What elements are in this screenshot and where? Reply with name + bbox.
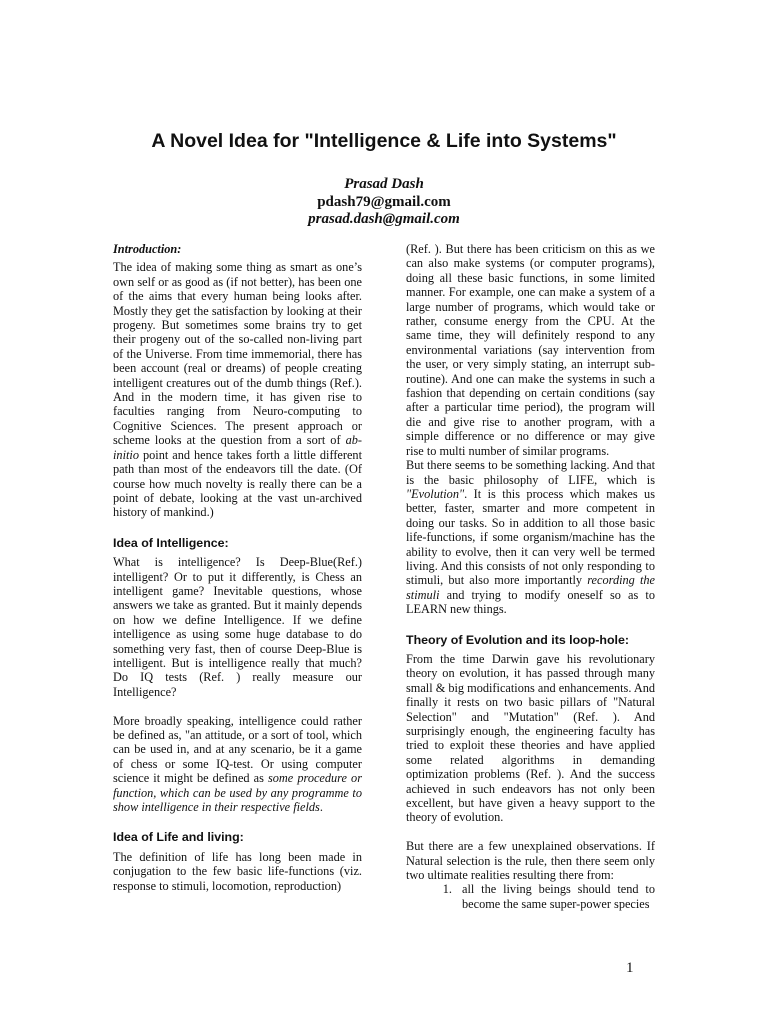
list-item-number: 1. (442, 882, 452, 897)
paper-title: A Novel Idea for "Intelligence & Life into Systems" (151, 130, 617, 152)
evolution-paragraph-1: From the time Darwin gave his revolutionary theory on evolution, it has passed through many small & big modifications and enhancements. And finally it rests on two basic pillars of "Natural Selection" and "Mutation" (Ref. ). And surprisingly enough, the engineering faculty has tried to exploit these theories and have applied some related algorithms in demanding optimization problems (Ref. ). And the success achieved in such endeavors has not only been excellent, but have given a heavy support to the theory of evolution. (406, 651, 655, 825)
life-paragraph-1-continued: (Ref. ). But there has been criticism on this as we can also make systems (or computer programs), doing all these basic functions, in some limited manner. For example, one can make a system of a large number of programs, which would take or rather, consume energy from the CPU. At the same time, they will definitely respond to any environmental variations (say intervention from the user, or very simply stating, an interrupt sub-routine). And one can make the systems in such a fashion that depending on certain conditions (say after a particular time period), the program will die and give rise to another program, with a simple difference or no difference or may give rise to multi number of similar programs. (406, 242, 655, 458)
list-item-text: all the living beings should tend to become the same super-power species (462, 882, 655, 911)
introduction-paragraph: The idea of making some thing as smart as one’s own self or as good as (if not better), has been one of the aims that every human being looks after. Mostly they get the satisfaction by looking at their progeny. But sometimes some brains try to get their progeny out of the so-called non-living part of the Universe. From time immemorial, there has been account (real or dreams) of people creating intelligent creatures out of the dumb things (Ref.). And in the modern time, it has given rise to faculties ranging from Neuro-computing to Cognitive Sciences. The present approach or scheme looks at the question from a sort of ab-initio point and hence takes forth a little different path than most of the endeavors till the date. (Of course how much novelty is really there can be a point of debate, looking at the vast un-archived history of mankind.) (113, 260, 362, 520)
life-paragraph-1: The definition of life has long been made in conjugation to the few basic life-functions (viz. response to stimuli, locomotion, reproduction) (113, 849, 362, 893)
author-email-secondary: prasad.dash@gmail.com (308, 211, 460, 227)
evolution-heading: Theory of Evolution and its loop-hole: (406, 632, 630, 647)
left-column (113, 242, 362, 893)
author-name: Prasad Dash (344, 176, 424, 192)
intelligence-heading: Idea of Intelligence: (113, 535, 229, 550)
introduction-heading: Introduction: (113, 242, 182, 256)
evolution-paragraph-2: But there are a few unexplained observations. If Natural selection is the rule, then there seem only two ultimate realities resulting there from: (406, 839, 655, 883)
page-number: 1 (626, 960, 634, 976)
realities-list (406, 882, 655, 911)
life-paragraph-2: But there seems to be something lacking. And that is the basic philosophy of LIFE, which is "Evolution". It is this process which makes us better, faster, smarter and more competent in doing our tasks. So in addition to all those basic life-functions, if some organism/machine has the ability to evolve, then it can very well be termed living. And this consists of not only responding to stimuli, but also more importantly recording the stimuli and trying to modify oneself so as to LEARN new things. (406, 458, 655, 617)
life-heading: Idea of Life and living: (113, 830, 244, 845)
author-email-primary: pdash79@gmail.com (317, 193, 451, 210)
intelligence-paragraph-1: What is intelligence? Is Deep-Blue(Ref.) intelligent? Or to put it differently, is Chess an intelligent game? Inevitable questions, whose answers we take as granted. But it mainly depends on how we define Intelligence. If we define intelligence as using some huge database to do something very fast, then of course Deep-Blue is intelligent. But is intelligence really that much? Do IQ tests (Ref. ) really measure our Intelligence? (113, 555, 362, 699)
right-column (406, 242, 655, 911)
intelligence-paragraph-2: More broadly speaking, intelligence could rather be defined as, "an attitude, or a sort of tool, which can be used in, and at any scenario, be it a game of chess or some IQ-test. Or using computer science it might be defined as some procedure or function, which can be used by any programme to show intelligence in their respective fields. (113, 713, 362, 815)
list-item (406, 882, 655, 911)
author-block (0, 176, 768, 229)
